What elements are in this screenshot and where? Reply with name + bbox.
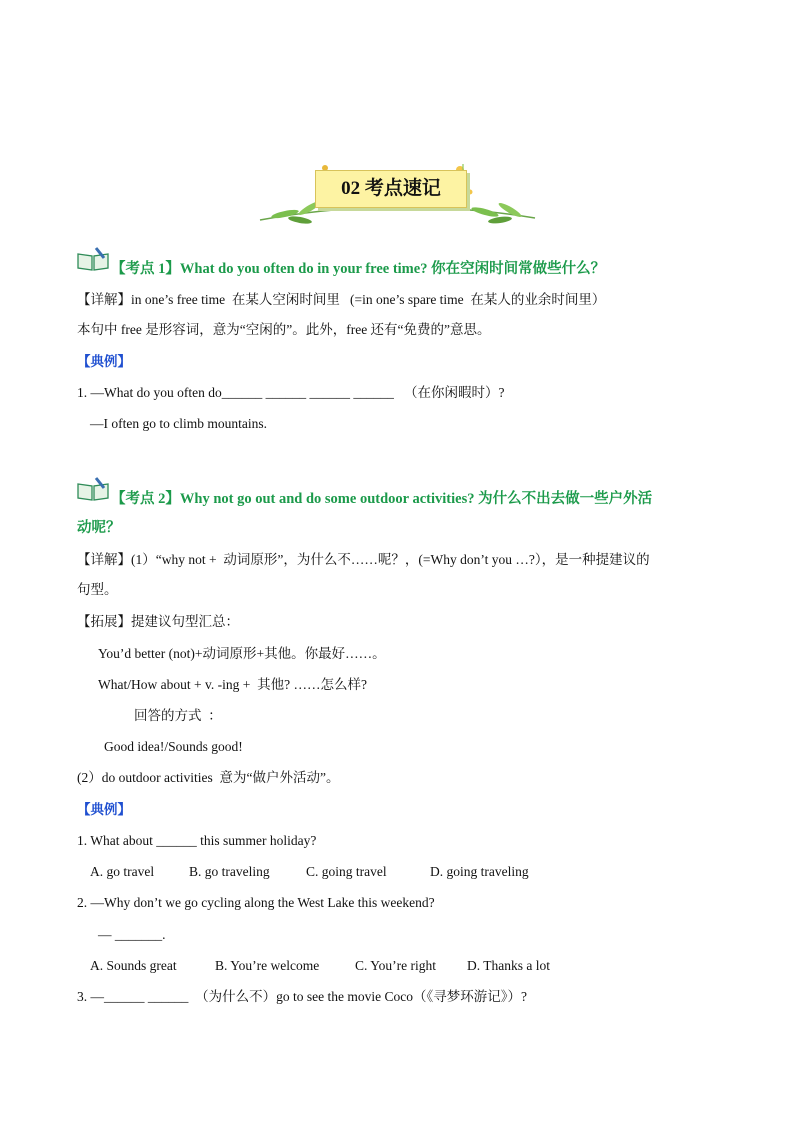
pattern-1: You’d better (not)+动词原形+其他。你最好……。 [98, 646, 386, 661]
pattern-2: What/How about + v. -ing + 其他? ……怎么样? [98, 677, 367, 692]
section-banner [255, 160, 540, 230]
example-label: 【典例】 [77, 802, 131, 817]
question-1: 1. What about ______ this summer holiday? [77, 833, 317, 848]
answer-2: — _______. [98, 927, 166, 942]
question-1: 1. —What do you often do______ ______ ______ ______ （在你闲暇时）? [77, 385, 505, 400]
option-b: B. You’re welcome [215, 958, 320, 973]
question-3: 3. —______ ______ （为什么不）go to see the movie Coco（《寻梦环游记》）? [77, 989, 527, 1004]
banner-box [315, 170, 467, 208]
option-b: B. go traveling [189, 864, 270, 879]
section-2-heading: 【考点 2】Why not go out and do some outdoor activities? 为什么不出去做一些户外活 [111, 491, 653, 507]
section-2-detail: 【详解】(1）“why not + 动词原形”，为什么不……呢？，(=Why don’t you …?），是一种提建议的 [77, 552, 650, 567]
expand-label: 【拓展】提建议句型汇总： [77, 614, 239, 629]
book-pencil-icon [76, 476, 110, 502]
section-2-detail-cont: 句型。 [77, 582, 118, 597]
reply-label: 回答的方式 ： [134, 708, 222, 723]
book-pencil-icon [76, 246, 110, 272]
option-c: C. going travel [306, 864, 387, 879]
option-d: D. going traveling [430, 864, 529, 879]
section-1-detail: 【详解】in one’s free time 在某人空闲时间里 (=in one’s spare time 在某人的业余时间里） [77, 292, 606, 307]
section-2-heading-cont: 动呢？ [77, 520, 121, 536]
point-2: (2）do outdoor activities 意为“做户外活动”。 [77, 770, 340, 785]
option-a: A. go travel [90, 864, 155, 879]
banner-title: 02 考点速记 [341, 178, 441, 199]
answer-1: —I often go to climb mountains. [90, 416, 267, 431]
option-a: A. Sounds great [90, 958, 177, 973]
section-1-note: 本句中 free 是形容词，意为“空闲的”。此外，free 还有“免费的”意思。 [77, 322, 491, 337]
reply-examples: Good idea!/Sounds good! [104, 739, 243, 754]
question-2: 2. —Why don’t we go cycling along the West Lake this weekend? [77, 895, 435, 910]
example-label: 【典例】 [77, 354, 131, 369]
option-c: C. You’re right [355, 958, 437, 973]
option-d: D. Thanks a lot [467, 958, 550, 973]
section-1-heading: 【考点 1】What do you often do in your free time? 你在空闲时间常做些什么？ [111, 261, 606, 277]
